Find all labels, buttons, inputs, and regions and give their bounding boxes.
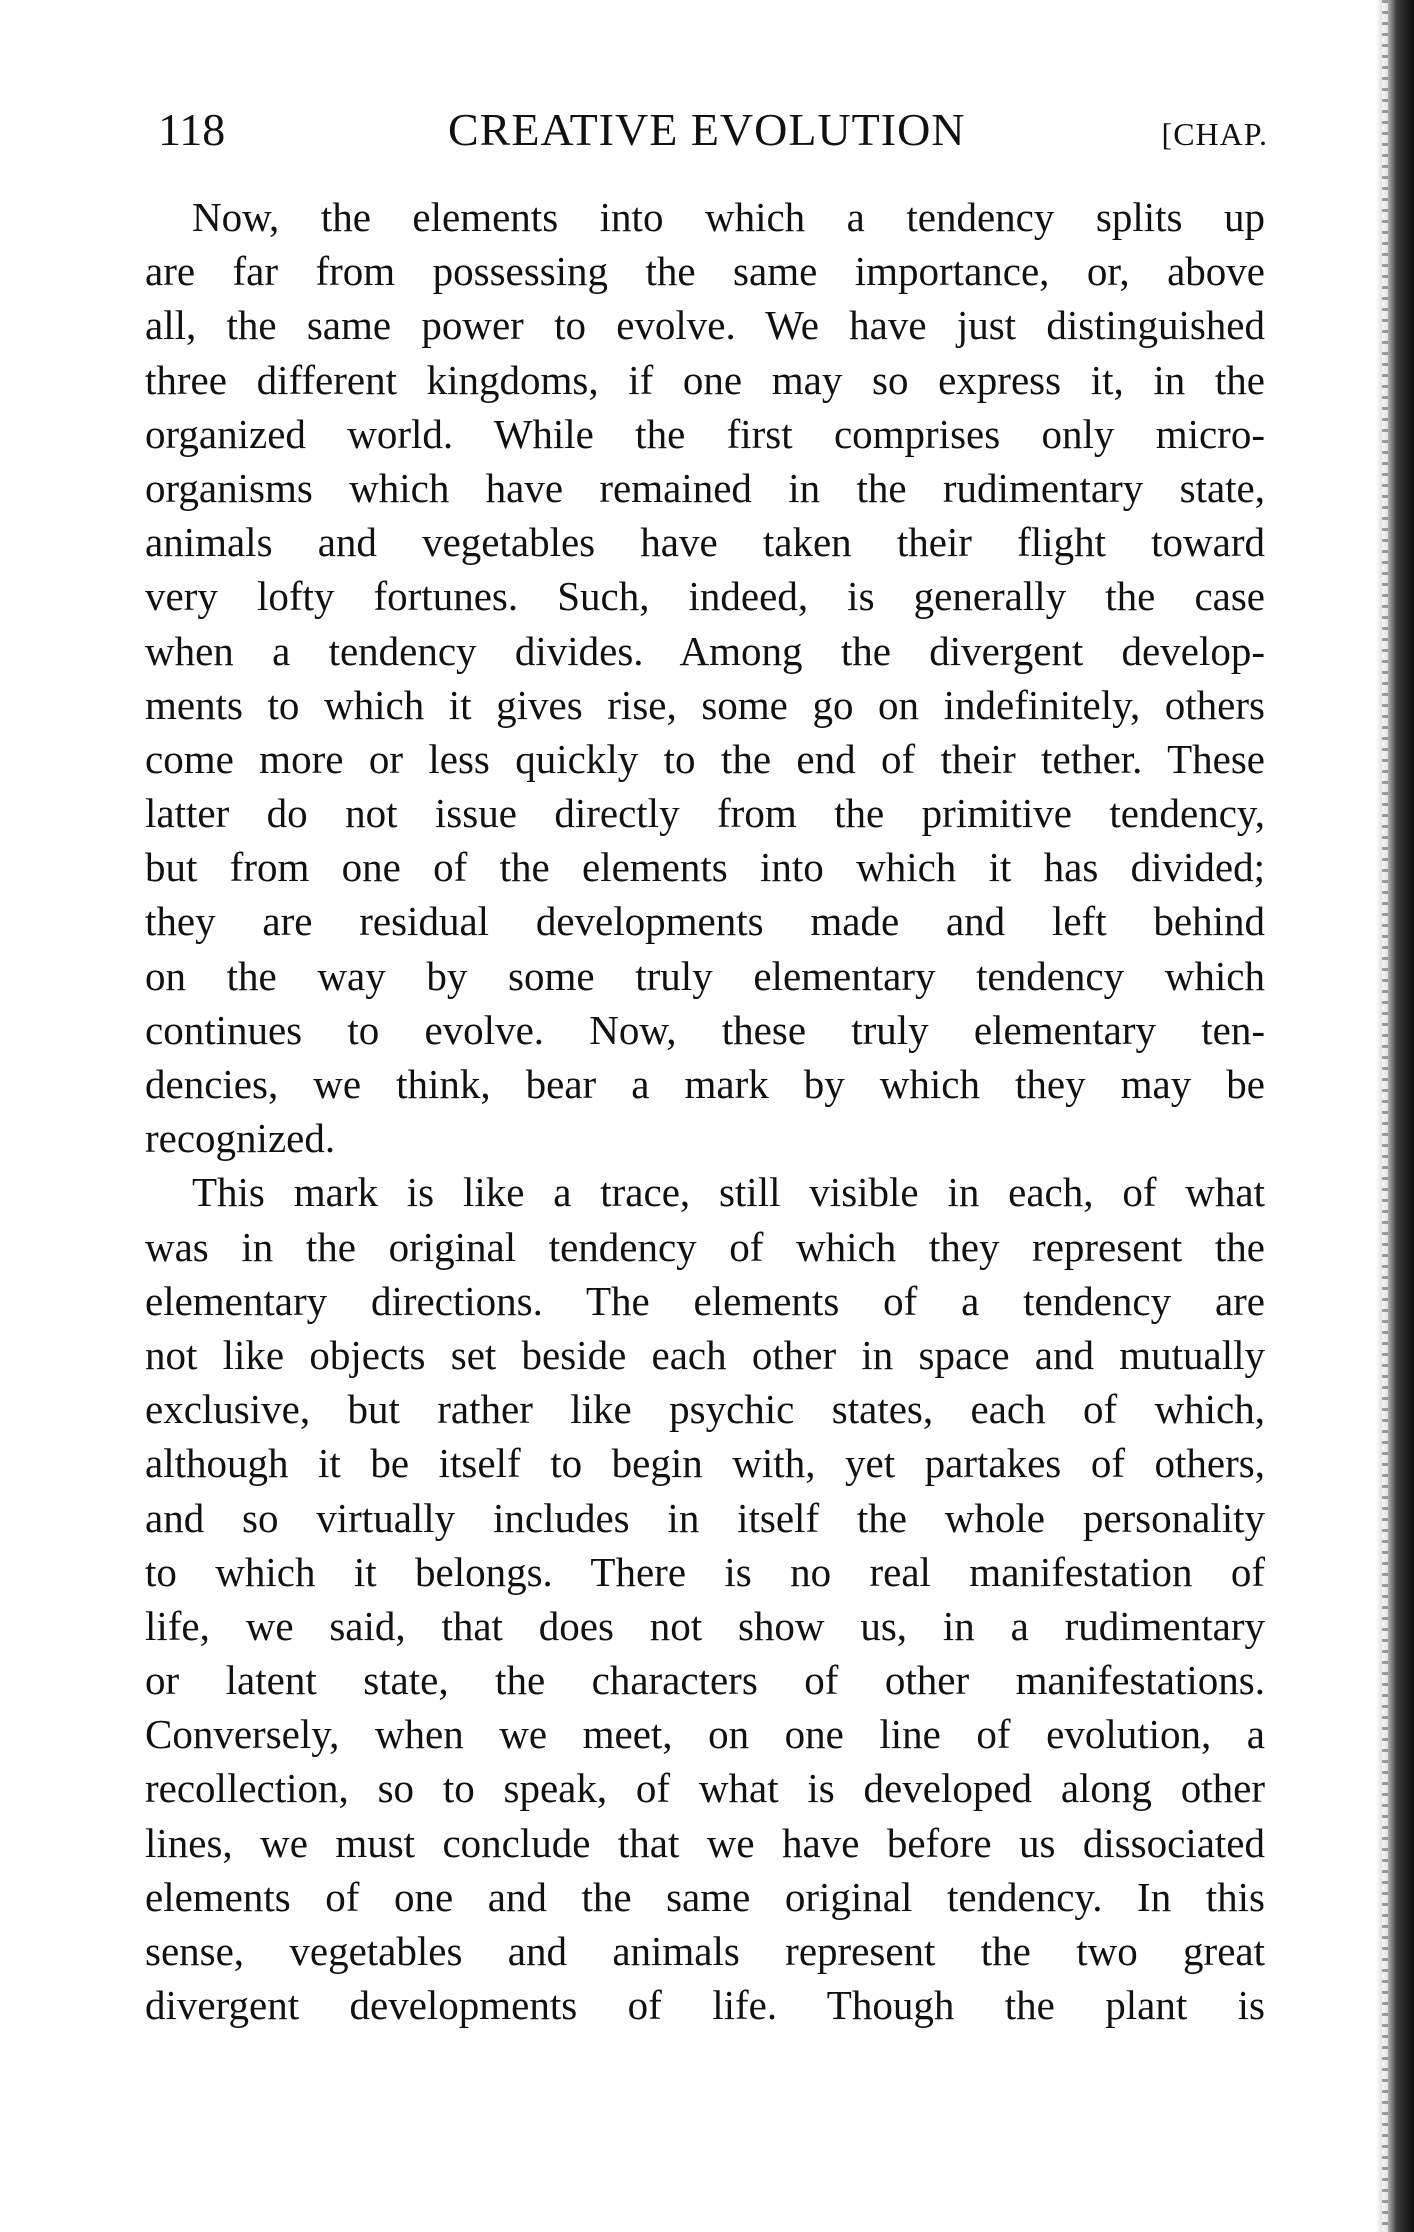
page-number: 118 bbox=[158, 104, 226, 155]
text-line: dencies, we think, bear a mark by which they may be bbox=[145, 1061, 1265, 1107]
text-line: ments to which it gives rise, some go on indefinitely, others bbox=[145, 681, 1265, 728]
text-line: all, the same power to evolve. We have just distinguished bbox=[145, 302, 1265, 349]
text-line: organisms which have remained in the rudimentary state, bbox=[145, 464, 1265, 511]
text-line: elements of one and the same original tendency. In this bbox=[145, 1873, 1265, 1920]
text-line: are far from possessing the same importance, or, above bbox=[145, 248, 1265, 295]
text-line: not like objects set beside each other in space and mutually bbox=[145, 1331, 1265, 1378]
page-binding-edge bbox=[1376, 0, 1414, 2232]
text-line: on the way by some truly elementary tendency which bbox=[145, 952, 1265, 999]
text-line: they are residual developments made and left behind bbox=[145, 898, 1265, 945]
text-line: life, we said, that does not show us, in a rudimentary bbox=[145, 1602, 1265, 1649]
text-line: or latent state, the characters of other manifestations. bbox=[145, 1657, 1265, 1704]
text-line: animals and vegetables have taken their flight toward bbox=[145, 519, 1265, 566]
chapter-label: [CHAP. bbox=[1161, 116, 1268, 152]
text-line: come more or less quickly to the end of their tether. These bbox=[145, 735, 1265, 782]
text-line: continues to evolve. Now, these truly elementary ten- bbox=[145, 1006, 1265, 1053]
page-header bbox=[158, 100, 1268, 160]
body-text bbox=[145, 190, 1265, 2032]
text-line: and so virtually includes in itself the whole personality bbox=[145, 1494, 1265, 1541]
text-line: when a tendency divides. Among the divergent develop- bbox=[145, 627, 1265, 674]
text-line: was in the original tendency of which they represent the bbox=[145, 1223, 1265, 1270]
text-line: exclusive, but rather like psychic states, each of which, bbox=[145, 1386, 1265, 1433]
text-line: recognized. bbox=[145, 1115, 336, 1162]
text-line: sense, vegetables and animals represent the two great bbox=[145, 1928, 1265, 1974]
text-line: but from one of the elements into which it has divided; bbox=[145, 844, 1265, 891]
text-line: three different kingdoms, if one may so express it, in the bbox=[145, 356, 1265, 403]
paragraph-2 bbox=[145, 1165, 1265, 2032]
text-line: latter do not issue directly from the primitive tendency, bbox=[145, 790, 1265, 837]
paragraph-1 bbox=[145, 190, 1265, 1165]
text-line: recollection, so to speak, of what is developed along other bbox=[145, 1765, 1265, 1812]
text-line: This mark is like a trace, still visible in each, of what bbox=[192, 1169, 1265, 1216]
text-line: although it be itself to begin with, yet partakes of others, bbox=[145, 1440, 1265, 1487]
text-line: organized world. While the first comprises only micro- bbox=[145, 410, 1265, 457]
text-line: elementary directions. The elements of a tendency are bbox=[145, 1277, 1265, 1324]
running-title: CREATIVE EVOLUTION bbox=[448, 104, 966, 155]
text-line: to which it belongs. There is no real manifestation of bbox=[145, 1548, 1265, 1595]
text-line: very lofty fortunes. Such, indeed, is generally the case bbox=[145, 573, 1265, 620]
text-line: Conversely, when we meet, on one line of evolution, a bbox=[145, 1711, 1265, 1758]
text-line: divergent developments of life. Though the plant is bbox=[145, 1982, 1265, 2029]
text-line: Now, the elements into which a tendency splits up bbox=[192, 194, 1265, 240]
text-line: lines, we must conclude that we have before us dissociated bbox=[145, 1819, 1265, 1866]
